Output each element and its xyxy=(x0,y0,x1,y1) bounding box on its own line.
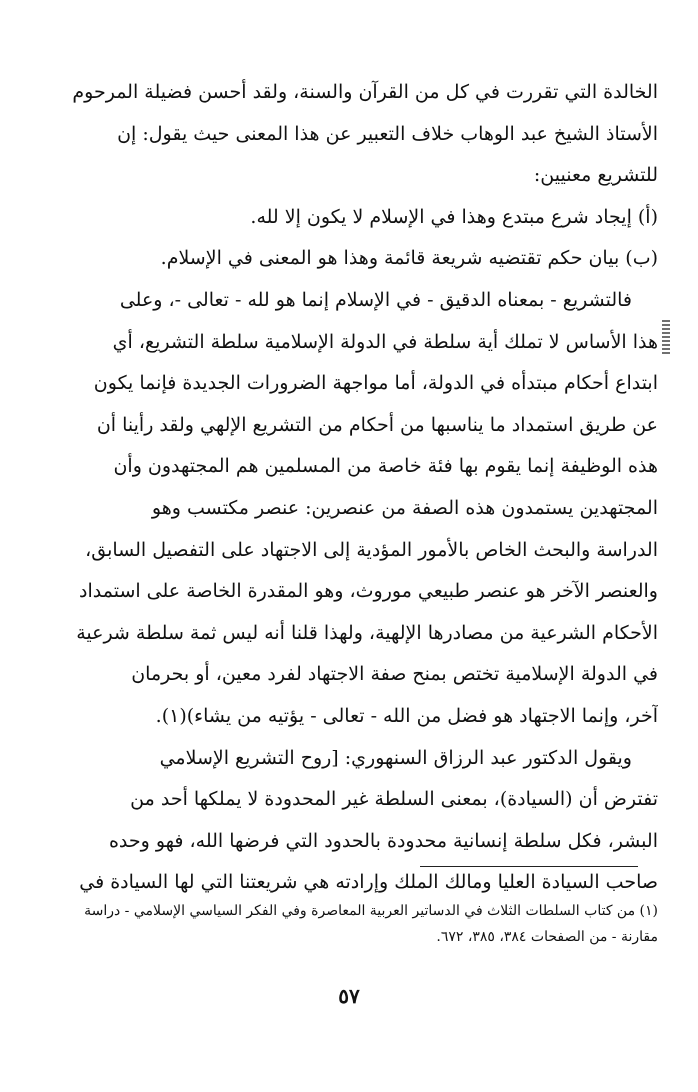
body-line: الأحكام الشرعية من مصادرها الإلهية، ولهذا قلنا أنه ليس ثمة سلطة شرعية xyxy=(76,621,658,644)
body-line: آخر، وإنما الاجتهاد هو فضل من الله - تعالى - يؤتيه من يشاء)(١). xyxy=(155,704,658,727)
footnote-divider xyxy=(420,866,638,867)
body-line: الأستاذ الشيخ عبد الوهاب خلاف التعبير عن هذا المعنى حيث يقول: إن xyxy=(117,122,658,145)
body-line: عن طريق استمداد ما يناسبها من أحكام من التشريع الإلهي ولقد رأينا أن xyxy=(96,413,658,436)
body-line: هذه الوظيفة إنما يقوم بها فئة خاصة من المسلمين هم المجتهدون وأن xyxy=(113,455,658,478)
footnote-line: مقارنة - من الصفحات ٣٨٤، ٣٨٥، ٦٧٢. xyxy=(436,929,658,945)
footnotes xyxy=(40,898,658,950)
body-line: الخالدة التي تقررت في كل من القرآن والسنة، ولقد أحسن فضيلة المرحوم xyxy=(72,81,658,103)
margin-mark xyxy=(662,320,670,354)
body-line: المجتهدين يستمدون هذه الصفة من عنصرين: عنصر مكتسب وهو xyxy=(151,496,658,519)
body-line: البشر، فكل سلطة إنسانية محدودة بالحدود التي فرضها الله، فهو وحده xyxy=(108,829,658,852)
paragraph-start: ويقول الدكتور عبد الرزاق السنهوري: [روح التشريع الإسلامي xyxy=(159,746,632,769)
body-line: للتشريع معنيين: xyxy=(533,164,658,187)
body-line: تفترض أن (السيادة)، بمعنى السلطة غير المحدودة لا يملكها أحد من xyxy=(130,788,658,811)
paragraph-start: فالتشريع - بمعناه الدقيق - في الإسلام إنما هو لله - تعالى -، وعلى xyxy=(119,288,632,311)
body-line: والعنصر الآخر هو عنصر طبيعي موروث، وهو المقدرة الخاصة على استمداد xyxy=(79,580,658,603)
body-line: الدراسة والبحث الخاص بالأمور المؤدية إلى الاجتهاد على التفصيل السابق، xyxy=(85,538,658,561)
body-line: في الدولة الإسلامية تختص بمنح صفة الاجتهاد لفرد معين، أو بحرمان xyxy=(131,663,658,686)
footnote-line: (١) من كتاب السلطات الثلاث في الدساتير العربية المعاصرة وفي الفكر السياسي الإسلامي - دراسة xyxy=(84,903,658,919)
body-line: هذا الأساس لا تملك أية سلطة في الدولة الإسلامية سلطة التشريع، أي xyxy=(112,330,658,353)
body-line: ابتداع أحكام مبتدأه في الدولة، أما مواجهة الضرورات الجديدة فإنما يكون xyxy=(93,372,658,395)
page-number: ٥٧ xyxy=(338,984,360,1008)
body-line: صاحب السيادة العليا ومالك الملك وإرادته هي شريعتنا التي لها السيادة في xyxy=(79,871,658,894)
body-text xyxy=(40,72,658,904)
list-item-a: (أ) إيجاد شرع مبتدع وهذا في الإسلام لا يكون إلا لله. xyxy=(250,205,658,228)
list-item-b: (ب) بيان حكم تقتضيه شريعة قائمة وهذا هو المعنى في الإسلام. xyxy=(160,247,658,270)
